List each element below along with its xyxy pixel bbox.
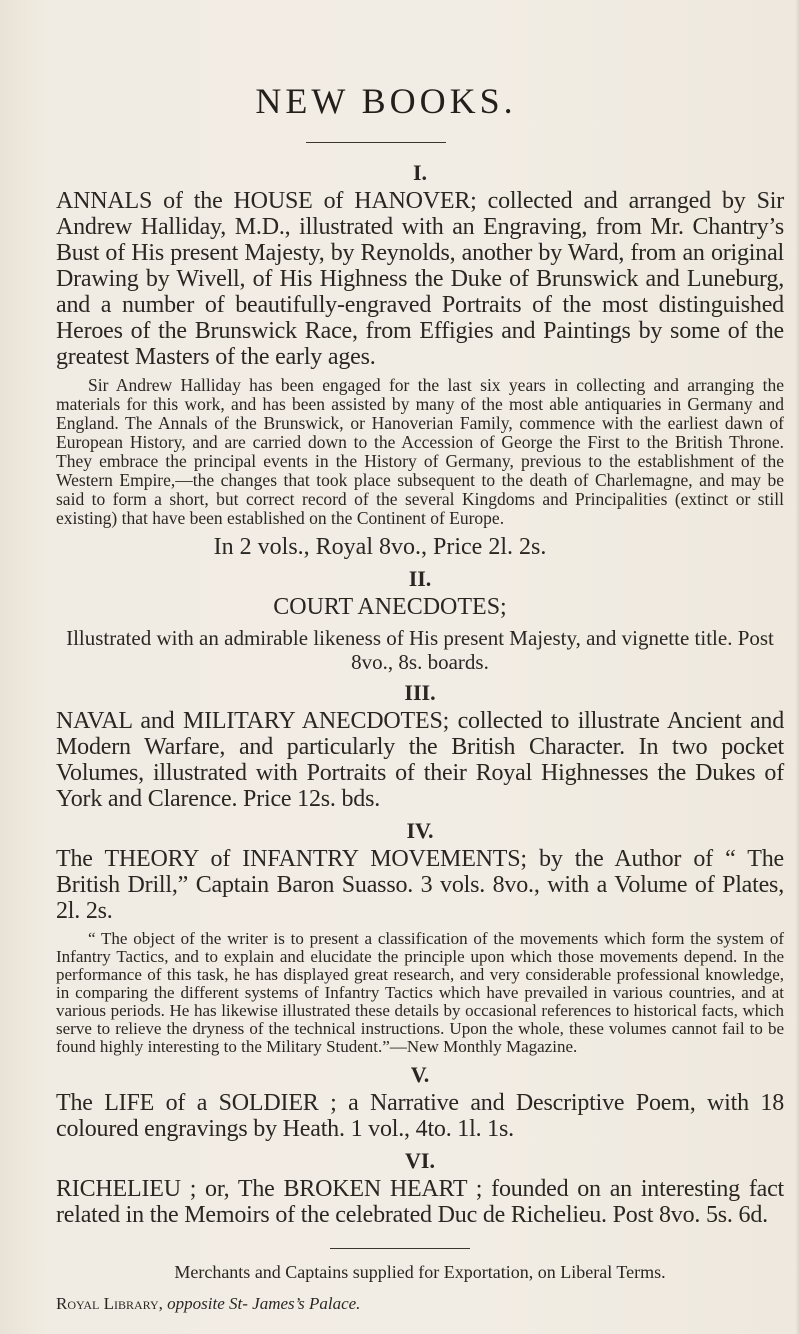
footer-rule <box>330 1248 470 1249</box>
item-title-2: COURT ANECDOTES; <box>273 594 507 620</box>
item-title-4: The THEORY of INFANTRY MOVEMENTS; by the Author of “ The British Drill,” Captain Baron Suasso. 3 vols. 8vo., with a Volume of Plates, 2l. 2s. <box>56 846 784 924</box>
library-line <box>56 1294 784 1314</box>
library-location: opposite St- James’s Palace. <box>167 1294 361 1313</box>
item-numeral-2: II. <box>408 566 432 591</box>
page-heading: NEW BOOKS. <box>255 81 517 121</box>
page-edge <box>794 0 800 1334</box>
item-price-1: In 2 vols., Royal 8vo., Price 2l. 2s. <box>213 534 547 560</box>
item-body-4: “ The object of the writer is to present a classification of the movements which form the system of Infantry Tactics, and to explain and elucidate the principle upon which those movements depend. In the performance of this task, he has displayed great research, and very considerable professional knowledge, in comparing the different systems of Infantry Tactics which have prevailed in various countries, and at various periods. He has likewise illustrated these details by occasional references to historical facts, which serve to relieve the dryness of the technical instructions. Upon the whole, these volumes cannot fail to be found highly interesting to the Military Student.”—New Monthly Magazine. <box>56 929 784 1056</box>
item-title-6: RICHELIEU ; or, The BROKEN HEART ; founded on an interesting fact related in the Memoirs of the celebrated Duc de Richelieu. Post 8vo. 5s. 6d. <box>56 1176 784 1228</box>
item-title-5: The LIFE of a SOLDIER ; a Narrative and Descriptive Poem, with 18 coloured engravings by Heath. 1 vol., 4to. 1l. 1s. <box>56 1090 784 1142</box>
item-numeral-3: III. <box>404 680 436 705</box>
item-numeral-6: VI. <box>405 1148 435 1173</box>
item-numeral-5: V. <box>410 1062 430 1087</box>
item-numeral-1: I. <box>412 160 428 185</box>
merchants-line: Merchants and Captains supplied for Exportation, on Liberal Terms. <box>174 1262 666 1282</box>
heading-rule <box>306 142 446 143</box>
library-name: Royal Library, <box>56 1294 163 1313</box>
item-body-2: Illustrated with an admirable likeness of His present Majesty, and vignette title. Post 8vo., 8s. boards. <box>66 626 774 674</box>
item-body-1: Sir Andrew Halliday has been engaged for the last six years in collecting and arranging the materials for this work, and has been assisted by many of the most able antiquaries in Germany and England. The Annals of the Brunswick, or Hanoverian Family, commence with the earliest dawn of European History, and are carried down to the Accession of George the First to the British Throne. They embrace the principal events in the History of Germany, previous to the establishment of the Western Empire,—the changes that took place subsequent to the death of Charlemagne, and may be said to form a short, but correct record of the several Kingdoms and Principalities (extinct or still existing) that have been established on the Continent of Europe. <box>56 375 784 528</box>
item-numeral-4: IV. <box>406 818 434 843</box>
item-title-1: ANNALS of the HOUSE of HANOVER; collected and arranged by Sir Andrew Halliday, M.D., illustrated with an Engraving, from Mr. Chantry’s Bust of His present Majesty, by Reynolds, another by Ward, from an original Drawing by Wivell, of His Highness the Duke of Brunswick and Luneburg, and a number of beautifully-engraved Portraits of the most distinguished Heroes of the Brunswick Race, from Effigies and Paintings by some of the greatest Masters of the early ages. <box>56 188 784 370</box>
item-title-3: NAVAL and MILITARY ANECDOTES; collected to illustrate Ancient and Modern Warfare, and particularly the British Character. In two pocket Volumes, illustrated with Portraits of their Royal Highnesses the Dukes of York and Clarence. Price 12s. bds. <box>56 708 784 812</box>
